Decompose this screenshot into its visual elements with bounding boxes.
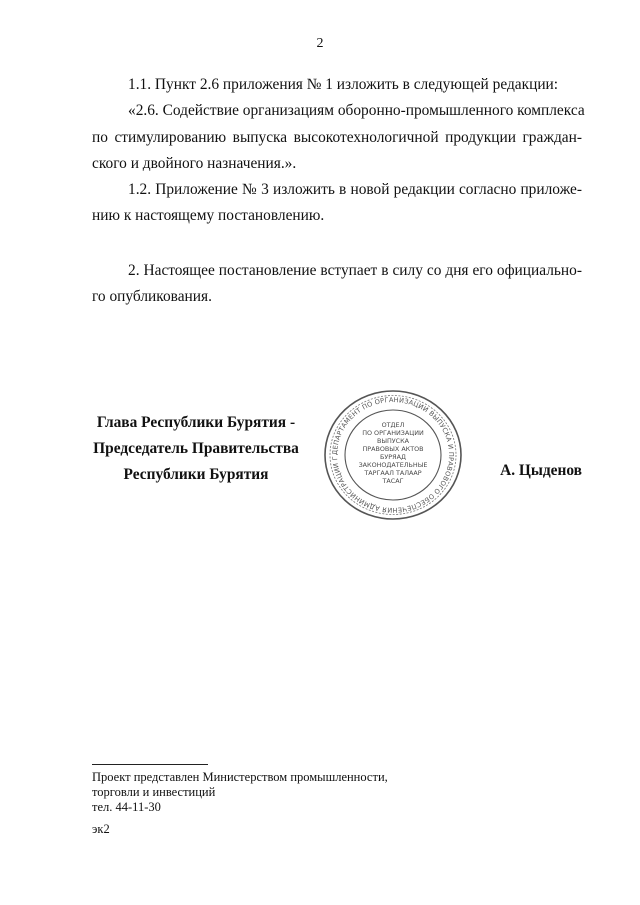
paragraph-2 [92,258,582,311]
paragraph-line: «2.6. Содействие организациям оборонно-промышленного комплекса [128,102,585,120]
seal-inner-line: ПРАВОВЫХ АКТОВ [362,445,424,453]
seal-outer-text: ДЕПАРТАМЕНТ ПО ОРГАНИЗАЦИИ ВЫПУСКА И ПРАВОВОГО ОБЕСПЕЧЕНИЯ АДМИНИСТРАЦИИ Г [330,395,456,515]
document-code: эк2 [92,822,110,836]
seal-stamp-graphic [322,388,464,522]
footnote-divider [92,764,208,765]
paragraph-2-6-quote [92,98,585,177]
paragraph-1-2 [92,177,582,230]
footnote-line: Проект представлен Министерством промышленности, [92,770,388,784]
signatory-title [92,410,300,488]
seal-inner-line: ЗАКОНОДАТЕЛЬНЫЕ [358,461,428,469]
paragraph-line: 1.1. Пункт 2.6 приложения № 1 изложить в следующей редакции: [128,76,559,93]
footnote-line: торговли и инвестиций [92,785,216,799]
seal-inner-line: ТАРГААЛ ТАЛААР [364,469,422,477]
seal-inner-line: ПО ОРГАНИЗАЦИИ [362,429,424,437]
document-body [92,72,585,310]
paragraph-1-1 [92,72,582,98]
paragraph-line: го опубликования. [92,288,212,306]
footnote-line: тел. 44-11-30 [92,800,161,814]
seal-inner-line: БУРЯАД [380,453,406,461]
paragraph-line: по стимулированию выпуска высокотехнологичной продукции граждан- [92,128,582,146]
paragraph-line: 2. Настоящее постановление вступает в силу со дня его официально- [128,261,582,279]
official-seal [322,388,464,522]
seal-inner-line: ОТДЕЛ [381,421,405,429]
signatory-title-line: Глава Республики Бурятия - [96,414,296,431]
signatory-name: А. Цыденов [500,462,582,479]
seal-inner-line: ТАСАГ [382,477,404,485]
paragraph-line: нию к настоящему постановлению. [92,207,325,225]
paragraph-line: ского и двойного назначения.». [92,154,297,172]
signatory-title-line: Председатель Правительства [93,440,299,457]
seal-inner-line: ВЫПУСКА [376,437,410,445]
footnote [92,770,388,815]
signatory-title-line: Республики Бурятия [123,466,269,483]
paragraph-line: 1.2. Приложение № 3 изложить в новой редакции согласно приложе- [128,181,582,199]
page-number: 2 [316,36,324,51]
